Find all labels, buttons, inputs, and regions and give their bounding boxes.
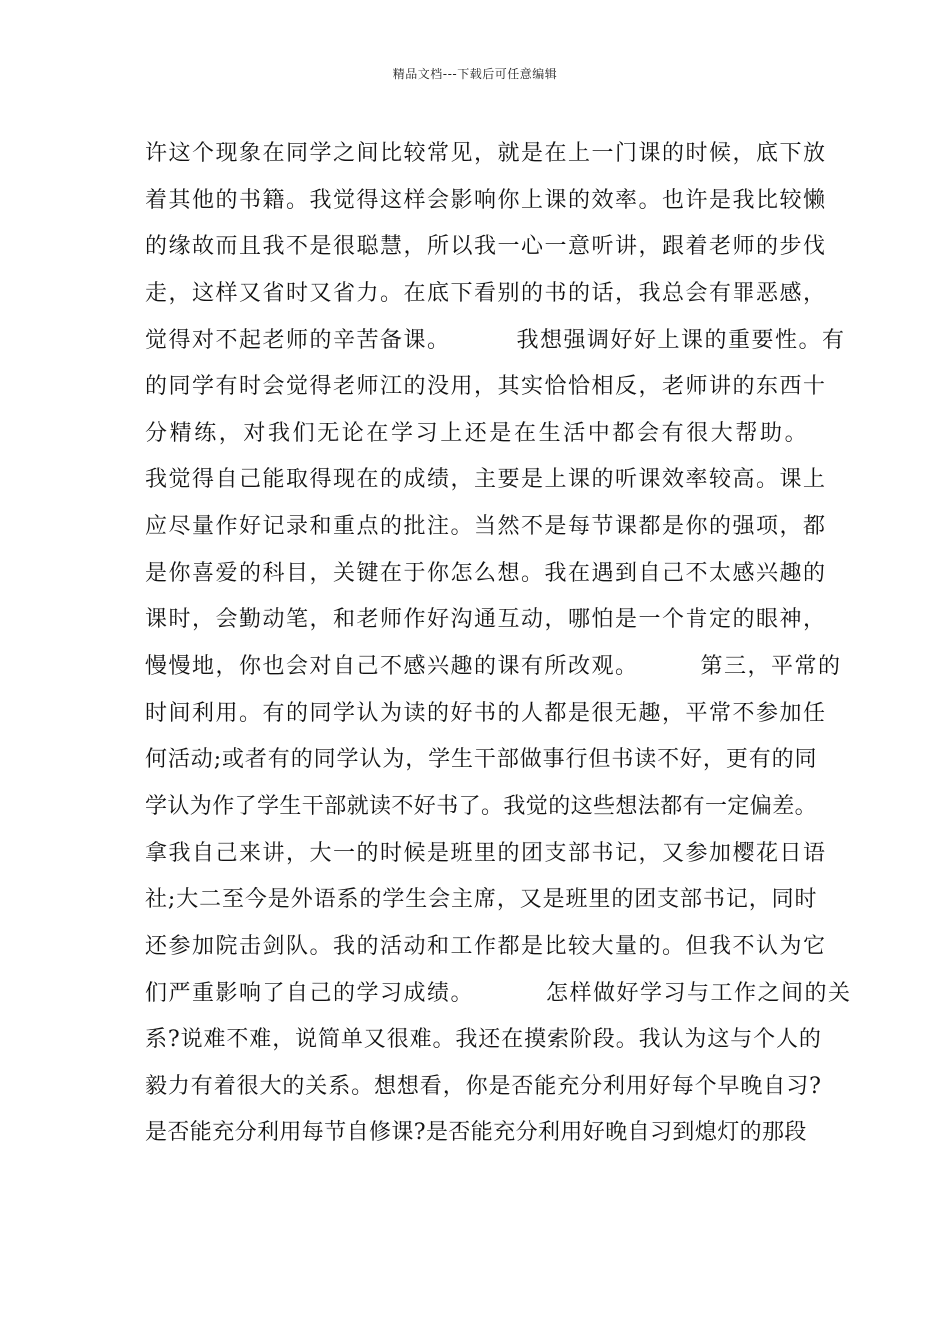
body-line-segment: 怎样做好学习与工作之间的关 bbox=[546, 980, 852, 1006]
body-line: 毅力有着很大的关系。想想看，你是否能充分利用好每个早晚自习? bbox=[145, 1073, 822, 1099]
body-line: 许这个现象在同学之间比较常见，就是在上一门课的时候，底下放 bbox=[145, 141, 827, 166]
body-line: 是否能充分利用每节自修课?是否能充分利用好晚自习到熄灯的那段 bbox=[145, 1120, 807, 1146]
body-line: 的缘故而且我不是很聪慧，所以我一心一意听讲，跟着老师的步伐 bbox=[145, 234, 827, 260]
body-line: 拿我自己来讲，大一的时候是班里的团支部书记，又参加樱花日语 bbox=[145, 840, 827, 866]
body-line: 分精练，对我们无论在学习上还是在生活中都会有很大帮助。 bbox=[145, 420, 810, 446]
body-line: 课时，会勤动笔，和老师作好沟通互动，哪怕是一个肯定的眼神， bbox=[145, 607, 827, 633]
body-line bbox=[145, 318, 846, 365]
body-line: 的同学有时会觉得老师江的没用，其实恰恰相反，老师讲的东西十 bbox=[145, 374, 827, 400]
body-line-segment: 慢慢地，你也会对自己不感兴趣的课有所改观。 bbox=[145, 654, 639, 680]
body-line: 是你喜爱的科目，关键在于你怎么想。我在遇到自己不太感兴趣的 bbox=[145, 560, 827, 586]
body-line-segment: 们严重影响了自己的学习成绩。 bbox=[145, 980, 475, 1006]
body-line: 我觉得自己能取得现在的成绩，主要是上课的听课效率较高。课上 bbox=[145, 467, 827, 493]
body-line bbox=[145, 644, 842, 691]
body-line: 社;大二至今是外语系的学生会主席，又是班里的团支部书记，同时 bbox=[145, 887, 818, 913]
document-body bbox=[145, 131, 852, 1157]
body-line: 还参加院击剑队。我的活动和工作都是比较大量的。但我不认为它 bbox=[145, 933, 827, 959]
body-line: 着其他的书籍。我觉得这样会影响你上课的效率。也许是我比较懒 bbox=[145, 187, 827, 213]
body-line: 何活动;或者有的同学认为，学生干部做事行但书读不好，更有的同 bbox=[145, 747, 818, 773]
body-line: 学认为作了学生干部就读不好书了。我觉的这些想法都有一定偏差。 bbox=[145, 793, 818, 819]
body-line: 系?说难不难，说简单又很难。我还在摸索阶段。我认为这与个人的 bbox=[145, 1027, 822, 1053]
body-line-segment: 第三，平常的 bbox=[700, 654, 842, 680]
body-line: 时间利用。有的同学认为读的好书的人都是很无趣，平常不参加任 bbox=[145, 700, 827, 726]
body-line-segment: 我想强调好好上课的重要性。有 bbox=[516, 327, 846, 353]
body-line: 应尽量作好记录和重点的批注。当然不是每节课都是你的强项，都 bbox=[145, 514, 827, 540]
body-line bbox=[145, 971, 852, 1018]
page-header: 精品文档---下载后可任意编辑 bbox=[392, 67, 558, 81]
body-line: 走，这样又省时又省力。在底下看别的书的话，我总会有罪恶感， bbox=[145, 280, 827, 306]
body-line-segment: 觉得对不起老师的辛苦备课。 bbox=[145, 327, 451, 353]
